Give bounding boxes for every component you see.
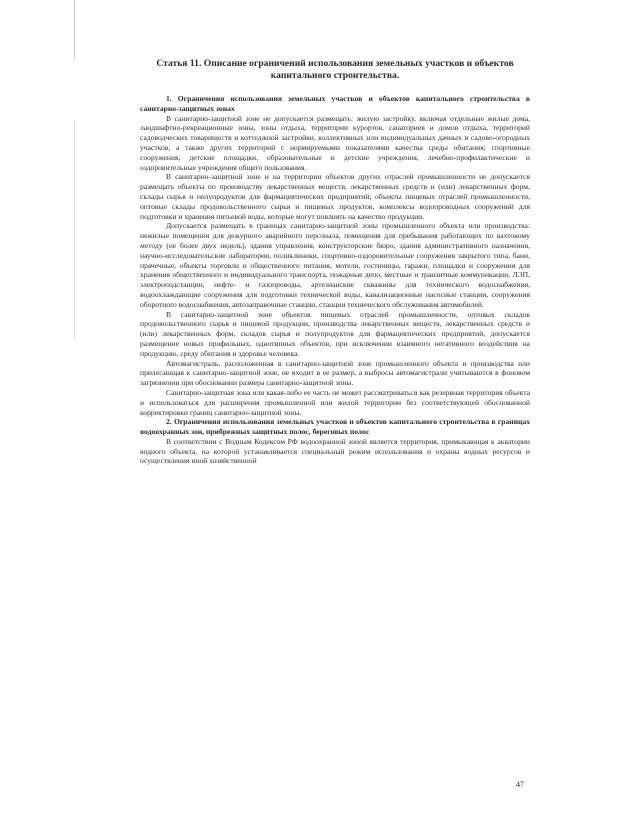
scan-edge-line [74, 0, 75, 60]
section-1-paragraph-2: В санитарно-защитной зоне и на территории объектов других отраслей промышленности не допускается размещать объекты по производству лекарственных веществ, лекарственных средств и (или) лекарственных форм, склады сырья и полупродуктов для фармацевтических предприятий; объекты пищевых отраслей промышленности, оптовые склады продовольственного сырья и пищевых продуктов, комплексы водопроводных сооружений для подготовки и хранения питьевой воды, которые могут повлиять на качество продукции. [140, 172, 530, 221]
document-page [140, 58, 530, 466]
page-number: 47 [516, 780, 524, 789]
section-1-heading: 1. Ограничения использования земельных участков и объектов капитального строительства в санитарно-защитных зонах [140, 94, 530, 113]
section-1-paragraph-3: Допускается размещать в границах санитарно-защитной зоны промышленного объекта или производства: нежилые помещения для дежурного аварийного персонала, помещения для пребывания работающих по вахтовому методу (не более двух недель), здания управления, конструкторские бюро, здания административного назначения, научно-исследовательские лаборатории, поликлиники, спортивно-оздоровительные сооружения закрытого типа, бани, прачечные, объекты торговли и общественного питания, мотели, гостиницы, гаражи, площадки и сооружения для хранения общественного и индивидуального транспорта, пожарные депо, местные и транзитные коммуникации, ЛЭП, электроподстанции, нефте- и газопроводы, артезианские скважины для технического водоснабжения, водоохлаждающие сооружения для подготовки технической воды, канализационные насосные станции, сооружения оборотного водоснабжения, автозаправочные станции, станции технического обслуживания автомобилей. [140, 221, 530, 309]
section-2-heading: 2. Ограничения использования земельных участков и объектов капитального строительства в границах водоохранных зон, прибрежных защитных полос, береговых полос [140, 417, 530, 437]
scan-edge-line [74, 120, 75, 340]
section-1-paragraph-1: В санитарно-защитной зоне не допускается размещать: жилую застройку, включая отдельные жилые дома, ландшафтно-рекреационные зоны, зоны отдыха, территории курортов, санаториев и домов отдыха, территорий садоводческих товариществ и коттеджной застройки, коллективных или индивидуальных дачных и садово-огородных участков, а также других территорий с нормируемыми показателями качества среды обитания; спортивные сооружения, детские площадки, образовательные и детские учреждения, лечебно-профилактические и оздоровительные учреждения общего пользования. [140, 113, 530, 172]
section-1-paragraph-4: В санитарно-защитной зоне объектов пищевых отраслей промышленности, оптовых складов продовольственного сырья и пищевой продукции, производства лекарственных веществ, лекарственных средств и (или) лекарственных форм, складов сырья и полупродуктов для фармацевтических предприятий, допускается размещение новых профильных, однотипных объектов, при исключении взаимного негативного воздействия на продукцию, среду обитания и здоровье человека. [140, 309, 530, 358]
section-1-paragraph-6: Санитарно-защитная зона или какая-либо ее часть не может рассматриваться как резервная территория объекта и использоваться для расширения промышленной или жилой территории без соответствующей обоснованной корректировки границ санитарно-защитной зоны. [140, 387, 530, 417]
article-title: Статья 11. Описание ограничений использования земельных участков и объектов капитального строительства. [156, 58, 514, 81]
section-1-paragraph-5: Автомагистраль, расположенная в санитарно-защитной зоне промышленного объекта и производства или прилегающая к санитарно-защитной зоне, не входит в ее размер, а выбросы автомагистрали учитываются в фоновом загрязнении при обосновании размера санитарно-защитной зоны. [140, 358, 530, 388]
section-2-paragraph-1: В соответствии с Водным Кодексом РФ водоохранной зоной является территория, примыкающая к акватории водного объекта, на которой устанавливается специальный режим использования и охраны водных ресурсов и осуществления иной хозяйственной [140, 436, 530, 466]
